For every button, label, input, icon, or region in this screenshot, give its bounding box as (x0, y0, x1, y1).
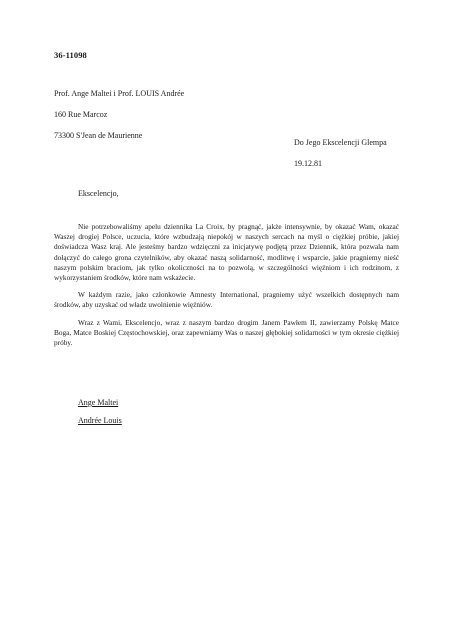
recipient-block (294, 138, 387, 180)
sender-city: 73300 S'Jean de Maurienne (54, 131, 143, 140)
recipient-addressee: Do Jego Ekscelencji Glempa (294, 138, 387, 147)
letter-body (54, 222, 399, 355)
signature-block (78, 398, 122, 434)
sender-street: 160 Rue Marcoz (54, 110, 108, 119)
sender-names: Prof. Ange Maltei i Prof. LOUIS Andrée (54, 89, 185, 98)
body-paragraph: W każdym razie, jako członkowie Amnesty International, pragniemy użyć wszelkich dostępnych nam środków, aby uzyskać od władz uwolnienie więźniów. (54, 290, 399, 310)
reference-number: 36-11098 (54, 50, 87, 60)
letter-date: 19.12.81 (294, 159, 322, 168)
signature-name: Ange Maltei (78, 398, 119, 407)
signature-name: Andrée Louis (78, 416, 122, 425)
sender-block (54, 90, 184, 153)
body-paragraph: Nie potrzebowaliśmy apelu dziennika La Croix, by pragnąć, jakże intensywnie, by okazać Wam, okazać Waszej drogiej Polsce, uczucia, które wzbudzają niepokój w naszych sercach na myśl o ciężkiej próbie, jakiej doświadcza Wasz kraj. Ale jesteśmy bardzo wdzięczni za inicjatywę podjętą przez Dziennik, która pozwala nam dołączyć do całego grona czytelników, aby okazać naszą solidarność, modlitwę i wsparcie, jakie pragniemy nieść naszym polskim braciom, jak tylko okoliczności na to pozwolą, w szczególności więźniom i ich rodzinom, z wykorzystaniem środków, które nam wskażecie. (54, 222, 399, 283)
body-paragraph: Wraz z Wami, Ekscelencjo, wraz z naszym bardzo drogim Janem Pawłem II, zawierzamy Polskę Matce Boga, Matce Boskiej Częstochowskiej, oraz zapewniamy Was o naszej głębokiej solidarności w tym okresie ciężkiej próby. (54, 317, 399, 348)
greeting: Ekscelencjo, (78, 189, 119, 198)
